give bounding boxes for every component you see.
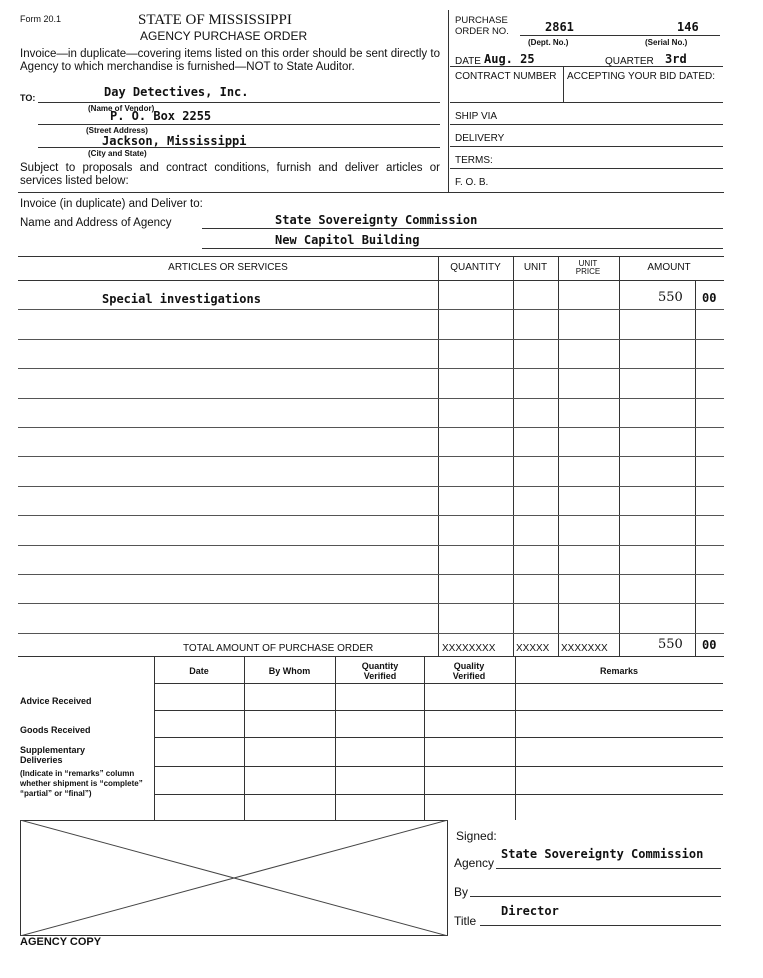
agency-name: State Sovereignty Commission [275, 213, 478, 227]
subject-text: Subject to proposals and contract conditions, furnish and deliver articles or services listed below: [20, 162, 440, 187]
col-unit-header: UNIT [523, 262, 548, 273]
receipt-quality-verified-header: Quality Verified [452, 661, 486, 681]
sig-agency-label: Agency [454, 856, 495, 870]
title-label: Title [454, 914, 477, 928]
vendor-street: P. O. Box 2255 [110, 109, 212, 123]
vendor-city: Jackson, Mississippi [102, 134, 247, 148]
po-label: PURCHASE ORDER NO. [455, 15, 509, 37]
total-quantity: XXXXXXXX [442, 643, 496, 654]
items-row-line [18, 456, 724, 457]
serial-caption: (Serial No.) [645, 38, 688, 47]
col-articles-header: ARTICLES OR SERVICES [168, 262, 288, 273]
receipt-remarks-header: Remarks [599, 666, 639, 676]
sig-agency-name: State Sovereignty Commission [501, 847, 704, 861]
terms-label: TERMS: [455, 155, 493, 166]
items-row-line [18, 603, 724, 604]
by-label: By [454, 885, 469, 899]
signed-label: Signed: [456, 829, 497, 843]
agency-copy-label: AGENCY COPY [20, 936, 102, 948]
invoice-instructions: Invoice—in duplicate—covering items listed on this order should be sent directly to Agency to which merchandise is furnished—NOT to State Auditor. [20, 48, 440, 73]
to-label: TO: [20, 93, 36, 103]
dept-number: 2861 [545, 20, 574, 34]
serial-number: 146 [677, 20, 699, 34]
stamp-box [20, 820, 448, 936]
vendor-street-caption: (Street Address) [86, 126, 148, 135]
items-row-line [18, 515, 724, 516]
items-row-line [18, 339, 724, 340]
total-unit-price: XXXXXXX [561, 643, 608, 654]
advice-received-label: Advice Received [20, 696, 92, 706]
order-date: Aug. 25 [484, 52, 535, 66]
agency-name-label: Name and Address of Agency [20, 217, 172, 229]
form-number: Form 20.1 [20, 14, 62, 24]
quarter-label: QUARTER [605, 56, 654, 67]
remarks-instruction: (Indicate in “remarks” column whether shipment is “complete” “partial” or “final”) [20, 769, 143, 798]
quarter-value: 3rd [665, 52, 687, 66]
total-unit: XXXXX [516, 643, 550, 654]
form-title: STATE OF MISSISSIPPI [138, 12, 292, 28]
vendor-name: Day Detectives, Inc. [104, 85, 249, 99]
form-subtitle: AGENCY PURCHASE ORDER [140, 29, 308, 43]
total-label: TOTAL AMOUNT OF PURCHASE ORDER [183, 643, 374, 654]
items-row-line [18, 545, 724, 546]
sig-title: Director [501, 904, 559, 918]
date-label: DATE [455, 56, 481, 67]
receipt-date-header: Date [189, 666, 209, 676]
items-row-line [18, 633, 724, 634]
items-row-line [18, 309, 724, 310]
total-cents: 00 [702, 638, 717, 652]
total-dollars: 550 [658, 637, 683, 652]
items-row-line [18, 368, 724, 369]
bid-date-label: ACCEPTING YOUR BID DATED: [567, 71, 715, 82]
items-row-line [18, 398, 724, 399]
items-row-line [18, 486, 724, 487]
col-amount-header: AMOUNT [647, 262, 691, 273]
item-article: Special investigations [102, 292, 261, 306]
stamp-box-cross [20, 820, 448, 936]
item-amount-dollars: 550 [658, 290, 683, 305]
col-unit-price-header: UNIT PRICE [575, 259, 601, 276]
invoice-deliver-label: Invoice (in duplicate) and Deliver to: [20, 198, 203, 210]
items-row-line [18, 427, 724, 428]
item-amount-cents: 00 [702, 291, 717, 305]
items-row-line [18, 574, 724, 575]
receipt-quantity-verified-header: Quantity Verified [361, 661, 399, 681]
ship-via-label: SHIP VIA [455, 111, 498, 122]
fob-label: F. O. B. [455, 177, 489, 188]
agency-address: New Capitol Building [275, 233, 420, 247]
goods-received-label: Goods Received [20, 725, 91, 735]
dept-caption: (Dept. No.) [528, 38, 569, 47]
contract-number-label: CONTRACT NUMBER [455, 71, 557, 82]
vendor-city-caption: (City and State) [88, 149, 147, 158]
vendor-name-caption: (Name of Vendor) [88, 104, 155, 113]
col-quantity-header: QUANTITY [450, 262, 501, 273]
supplementary-deliveries-label: Supplementary Deliveries [20, 745, 86, 765]
delivery-label: DELIVERY [455, 133, 505, 144]
receipt-by-whom-header: By Whom [268, 666, 311, 676]
